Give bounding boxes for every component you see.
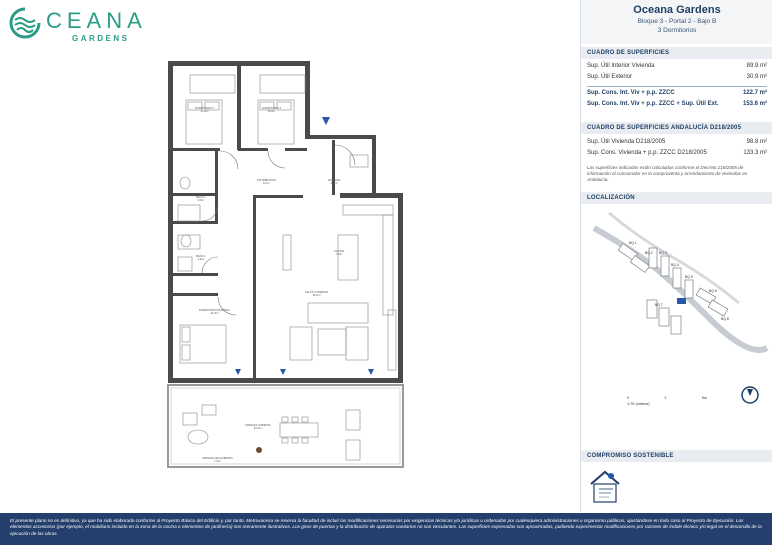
site-map bbox=[589, 208, 769, 358]
room-bano-2: BAÑO 2 3.6m² bbox=[196, 196, 206, 202]
brand-subtitle: GARDENS bbox=[72, 34, 130, 43]
room-dormitorio-principal: DORMITORIO PRINCIPAL 14.3m² bbox=[199, 309, 231, 315]
surface-row: Sup. Útil Exterior 30.9 m² bbox=[587, 74, 767, 80]
panel-header bbox=[581, 0, 772, 44]
room-entrada: ENTRADA 4.7m² bbox=[328, 179, 341, 185]
surface-total-row: Sup. Cons. Int. Viv + p.p. ZZCC + Sup. Útil Ext. 153.6 m² bbox=[587, 101, 767, 107]
andalucia-note: Las superficies indicadas están calculadas conforme al Decreto 218/2005 de información al consumidor en la compraventa y arrendamiento de viviendas en Andalucía. bbox=[587, 165, 748, 182]
block-label: BQ.3 bbox=[659, 251, 667, 255]
sustainable-title: COMPROMISO SOSTENIBLE bbox=[581, 450, 772, 462]
room-terraza-cubierta: TERRAZA CUBIERTA 23.6m² bbox=[245, 424, 271, 430]
room-terraza-descubierta: TERRAZA DESCUBIERTA 7.3m² bbox=[202, 457, 233, 463]
terrace bbox=[168, 385, 403, 467]
andalucia-title: CUADRO DE SUPERFICIES ANDALUCÍA D218/2005 bbox=[581, 122, 772, 134]
room-cocina: COCINA 7.9m² bbox=[334, 250, 345, 256]
block-label: BQ.2 bbox=[645, 251, 653, 255]
block-label: BQ.6 bbox=[709, 289, 717, 293]
brand-name: CEANA bbox=[46, 8, 147, 33]
block-label: BQ.4 bbox=[671, 263, 679, 267]
block-label: BQ.7 bbox=[655, 303, 663, 307]
surface-total-row: Sup. Cons. Int. Viv + p.p. ZZCC 122.7 m² bbox=[587, 90, 767, 96]
block-label: BQ.5 bbox=[685, 275, 693, 279]
room-bano-1: BAÑO 1 4.3m² bbox=[196, 255, 206, 261]
surface-row: Sup. Útil Interior Vivienda 89.9 m² bbox=[587, 63, 767, 69]
info-panel bbox=[580, 0, 772, 512]
room-dormitorio-3: DORMITORIO 3 10.4m² bbox=[262, 107, 281, 113]
sustainable-badge-icon bbox=[587, 466, 627, 506]
room-distribuidor: DISTRIBUIDOR 6.1m² bbox=[257, 179, 276, 185]
room-dormitorio-2: DORMITORIO 2 10.9m² bbox=[195, 107, 214, 113]
room-salon-comedor: SALÓN COMEDOR 30.2m² bbox=[305, 291, 329, 297]
block-label: BQ.8 bbox=[721, 317, 729, 321]
compass-icon bbox=[739, 384, 761, 406]
brand-logo bbox=[8, 6, 148, 42]
project-title: Oceana Gardens bbox=[633, 4, 721, 16]
disclaimer-footer: El presente plano no es definitivo, ya que ha sido elaborado conforme al Proyecto Básico del Edificio y, por tanto, Metrovacesa se reserva la facultad de incluir las modificaciones necesarias por exigencias técnicas y/o jurídicas u ordenadas por cualesquiera administraciones u organismo públicos, ajustándose en todo caso al Proyecto de Ejecución. Los elementos accesorios (por ejemplo, el mobiliario incluido en la zona de la cocina o elementos de jardinería) son meramente ilustrativos. Los giros de puertas y la distribución de aparatos sanitarios no son vinculantes. Las superficies expresadas son aproximadas, pudiendo experimentar modificaciones por razones de índole técnico y/o legal en el desarrollo de la ejecución de las obras. bbox=[0, 513, 772, 545]
unit-location: Bloque 3 - Portal 2 - Bajo B bbox=[637, 18, 717, 25]
block-label: BQ.1 bbox=[629, 241, 637, 245]
andalucia-row: Sup. Útil Vivienda D218/2005 98.8 m² bbox=[587, 139, 767, 145]
scale-label: 1:75 (metros) bbox=[627, 402, 650, 406]
surfaces-title: CUADRO DE SUPERFICIES bbox=[581, 47, 772, 59]
andalucia-row: Sup. Cons. Vivienda + p.p. ZZCC D218/2005 133.3 m² bbox=[587, 150, 767, 156]
scale-ticks: 0 2 5m bbox=[627, 396, 707, 400]
location-title: LOCALIZACIÓN bbox=[581, 192, 772, 204]
logo-waves-icon bbox=[8, 6, 42, 40]
divider bbox=[587, 86, 767, 87]
unit-rooms: 3 Dormitorios bbox=[657, 27, 697, 34]
